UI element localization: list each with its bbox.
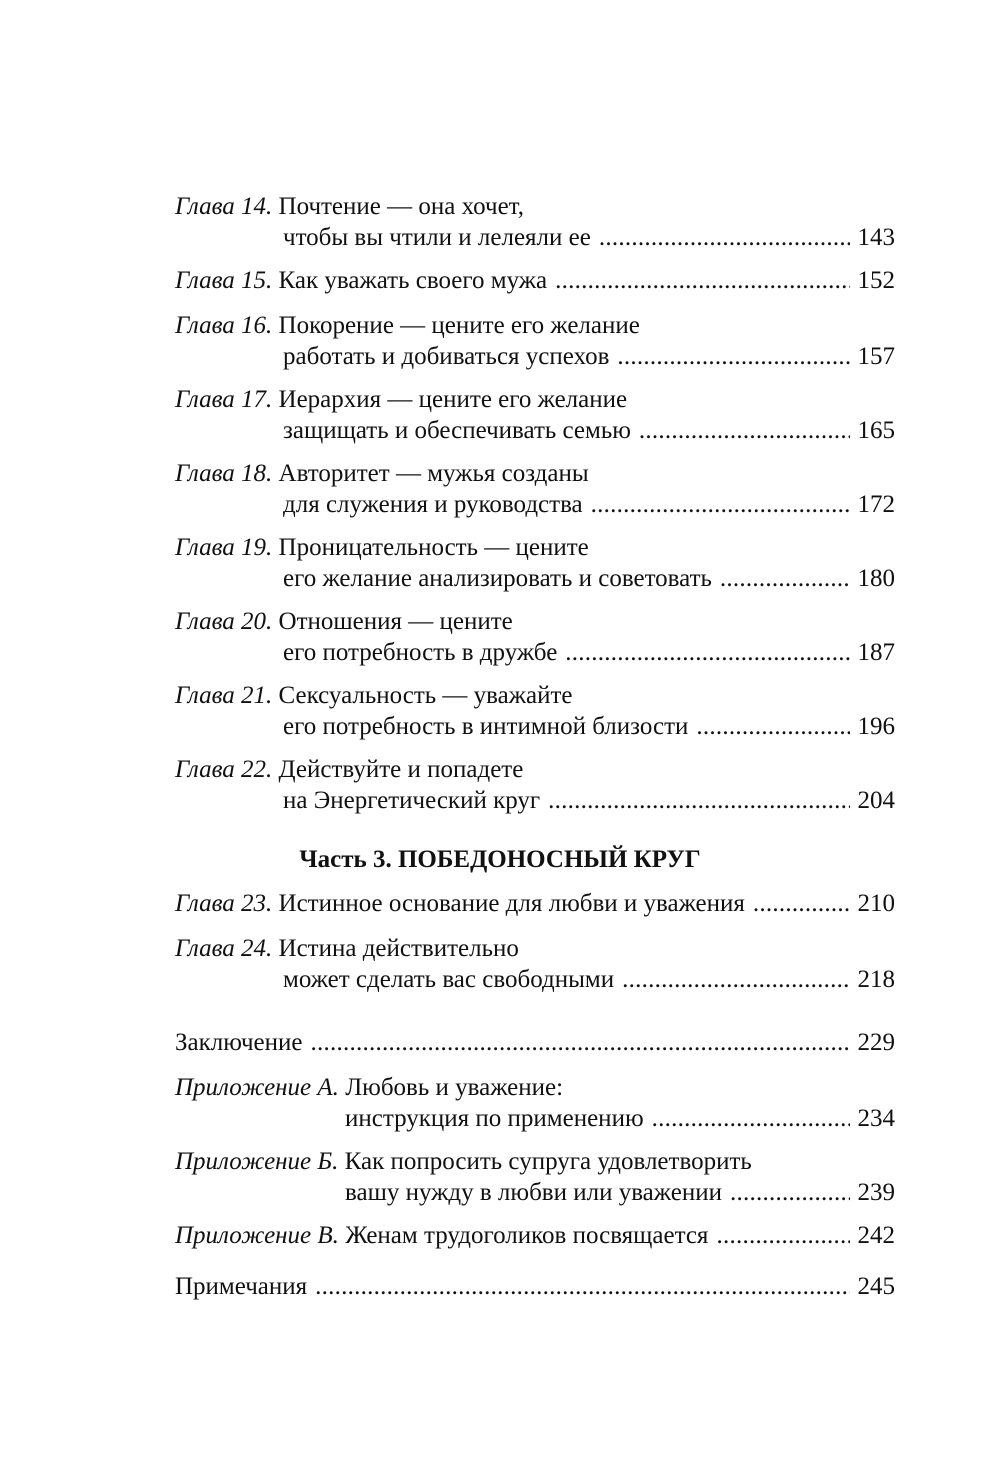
dot-leader <box>599 221 850 255</box>
dot-leader <box>716 1219 849 1253</box>
appendix-label: Приложение А. <box>175 1074 339 1101</box>
page-number: 245 <box>857 1273 895 1300</box>
chapter-title: Истинное основание для любви и уважения <box>278 890 745 917</box>
toc-entry-appendix-a <box>175 1071 895 1105</box>
toc-entry-appendix-a-cont <box>345 1102 895 1136</box>
toc-entry-ch18-cont <box>283 488 895 522</box>
chapter-label: Глава 18. <box>175 460 273 487</box>
page-number: 165 <box>857 417 895 444</box>
chapter-title: Действуйте и попадете <box>278 756 524 783</box>
toc-entry-ch14-cont <box>283 221 895 255</box>
chapter-label: Глава 23. <box>175 890 273 917</box>
dot-leader <box>315 1270 849 1304</box>
chapter-title-cont: на Энергетический круг <box>283 787 541 814</box>
toc-entry-ch19-cont <box>283 562 895 596</box>
chapter-title: Отношения — цените <box>278 608 513 635</box>
toc-entry-ch15 <box>175 264 895 298</box>
toc-entry-ch17 <box>175 383 895 417</box>
toc-entry-ch14 <box>175 190 895 224</box>
chapter-title-cont: чтобы вы чтили и лелеяли ее <box>283 224 591 251</box>
toc-entry-ch21-cont <box>283 710 895 744</box>
appendix-title-cont: вашу нужду в любви или уважении <box>345 1179 722 1206</box>
appendix-label: Приложение Б. <box>175 1148 339 1175</box>
toc-entry-ch24-cont <box>283 963 895 997</box>
chapter-label: Глава 20. <box>175 608 273 635</box>
toc-entry-ch19 <box>175 531 895 565</box>
toc-entry-conclusion <box>175 1026 895 1060</box>
dot-leader <box>639 414 850 448</box>
dot-leader <box>565 636 849 670</box>
chapter-title-cont: его желание анализировать и советовать <box>283 565 712 592</box>
dot-leader <box>753 887 850 921</box>
chapter-label: Глава 19. <box>175 534 273 561</box>
chapter-title-cont: его потребность в интимной близости <box>283 713 689 740</box>
toc-entry-ch24 <box>175 932 895 966</box>
toc-entry-ch21 <box>175 679 895 713</box>
chapter-label: Глава 15. <box>175 267 273 294</box>
page-number: 210 <box>857 890 895 917</box>
page-number: 180 <box>857 565 895 592</box>
page-number: 234 <box>857 1105 895 1132</box>
dot-leader <box>696 710 849 744</box>
toc-entry-ch23 <box>175 887 895 921</box>
appendix-title: Любовь и уважение: <box>345 1074 564 1101</box>
toc-entry-ch18 <box>175 457 895 491</box>
chapter-title-cont: для служения и руководства <box>283 491 583 518</box>
chapter-title-cont: защищать и обеспечивать семью <box>283 417 631 444</box>
chapter-title: Как уважать своего мужа <box>278 267 548 294</box>
page-number: 143 <box>857 224 895 251</box>
toc-entry-ch16-cont <box>283 340 895 374</box>
chapter-title: Истина действительно <box>278 935 519 962</box>
chapter-title: Покорение — цените его желание <box>278 312 640 339</box>
chapter-label: Глава 22. <box>175 756 273 783</box>
chapter-title: Авторитет — мужья созданы <box>278 460 589 487</box>
toc-entry-ch20-cont <box>283 636 895 670</box>
chapter-label: Глава 16. <box>175 312 273 339</box>
appendix-title: Женам трудоголиков посвящается <box>345 1222 709 1249</box>
dot-leader <box>720 562 850 596</box>
toc-entry-ch16 <box>175 309 895 343</box>
page-number: 187 <box>857 639 895 666</box>
page-number: 152 <box>857 267 895 294</box>
section-title: Примечания <box>175 1273 308 1300</box>
toc-entry-ch20 <box>175 605 895 639</box>
dot-leader <box>652 1102 850 1136</box>
dot-leader <box>591 488 850 522</box>
part-heading: Часть 3. ПОБЕДОНОСНЫЙ КРУГ <box>299 846 701 873</box>
page-number: 204 <box>857 787 895 814</box>
toc-entry-appendix-b-cont <box>345 1176 895 1210</box>
toc-entry-appendix-c <box>175 1219 895 1253</box>
chapter-label: Глава 21. <box>175 682 273 709</box>
dot-leader <box>548 784 849 818</box>
appendix-label: Приложение В. <box>175 1222 339 1249</box>
appendix-title-cont: инструкция по применению <box>345 1105 644 1132</box>
dot-leader <box>622 963 849 997</box>
dot-leader <box>730 1176 850 1210</box>
toc-entry-appendix-b <box>175 1145 895 1179</box>
toc-entry-ch17-cont <box>283 414 895 448</box>
page-number: 218 <box>857 966 895 993</box>
chapter-label: Глава 24. <box>175 935 273 962</box>
appendix-title: Как попросить супруга удовлетворить <box>344 1148 752 1175</box>
page-number: 242 <box>857 1222 895 1249</box>
chapter-title: Проницательность — цените <box>278 534 589 561</box>
chapter-label: Глава 17. <box>175 386 273 413</box>
chapter-title: Почтение — она хочет, <box>278 193 524 220</box>
toc-entry-notes <box>175 1270 895 1304</box>
toc-entry-ch22-cont <box>283 784 895 818</box>
page-number: 196 <box>857 713 895 740</box>
page-number: 229 <box>857 1029 895 1056</box>
chapter-title-cont: его потребность в дружбе <box>283 639 558 666</box>
chapter-label: Глава 14. <box>175 193 273 220</box>
dot-leader <box>555 264 849 298</box>
page-number: 157 <box>857 343 895 370</box>
chapter-title-cont: работать и добиваться успехов <box>283 343 610 370</box>
chapter-title-cont: может сделать вас свободными <box>283 966 615 993</box>
dot-leader <box>617 340 849 374</box>
page-number: 172 <box>857 491 895 518</box>
chapter-title: Сексуальность — уважайте <box>278 682 573 709</box>
section-title: Заключение <box>175 1029 303 1056</box>
chapter-title: Иерархия — цените его желание <box>278 386 628 413</box>
toc-entry-ch22 <box>175 753 895 787</box>
page-number: 239 <box>857 1179 895 1206</box>
dot-leader <box>311 1026 850 1060</box>
